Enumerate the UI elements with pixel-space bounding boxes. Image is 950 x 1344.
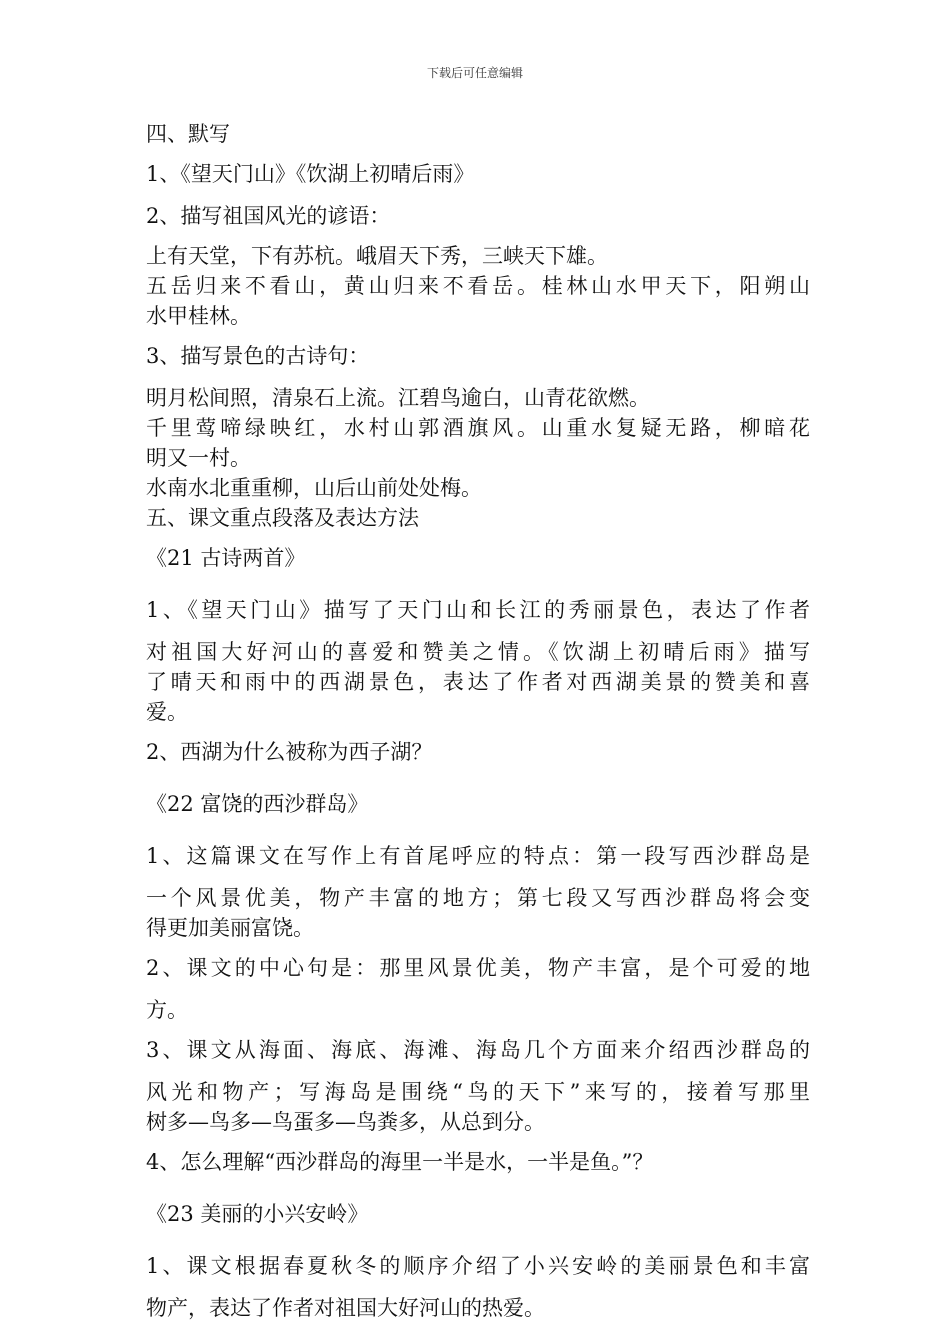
text-line: 明月松间照，清泉石上流。江碧鸟逾白，山青花欲燃。 (146, 386, 650, 410)
text-line: 树多—鸟多—鸟蛋多—鸟粪多，从总到分。 (146, 1110, 545, 1134)
text-line: 2、西湖为什么被称为西子湖？ (146, 740, 433, 764)
text-line: 上有天堂，下有苏杭。峨眉天下秀，三峡天下雄。 (146, 244, 608, 268)
text-line: 得更加美丽富饶。 (146, 916, 314, 940)
text-line: 水南水北重重柳，山后山前处处梅。 (146, 476, 482, 500)
text-line: 2、课文的中心句是：那里风景优美，物产丰富，是个可爱的地 (146, 956, 810, 980)
text-line: 3、课文从海面、海底、海滩、海岛几个方面来介绍西沙群岛的 (146, 1038, 810, 1062)
text-line: 1、《望天门山》《饮湖上初晴后雨》 (146, 162, 475, 186)
lesson-title: 《21 古诗两首》 (146, 546, 306, 570)
text-line: 千里莺啼绿映红，水村山郭酒旗风。山重水复疑无路，柳暗花 (146, 416, 810, 440)
text-line: 爱。 (146, 700, 188, 724)
text-line: 1、《望天门山》描写了天门山和长江的秀丽景色，表达了作者 (146, 598, 810, 622)
lesson-title: 《22 富饶的西沙群岛》 (146, 792, 369, 816)
section-heading-dictation: 四、默写 (146, 122, 230, 146)
text-line: 风光和物产；写海岛是围绕“鸟的天下”来写的，接着写那里 (146, 1080, 810, 1104)
page-header: 下载后可任意编辑 (426, 66, 523, 80)
text-line: 2、描写祖国风光的谚语： (146, 204, 391, 228)
text-line: 方。 (146, 998, 188, 1022)
text-line: 了晴天和雨中的西湖景色，表达了作者对西湖美景的赞美和喜 (146, 670, 810, 694)
text-line: 对祖国大好河山的喜爱和赞美之情。《饮湖上初晴后雨》描写 (146, 640, 810, 664)
text-line: 一个风景优美，物产丰富的地方；第七段又写西沙群岛将会变 (146, 886, 810, 910)
text-line: 3、描写景色的古诗句： (146, 344, 370, 368)
text-line: 4、怎么理解“西沙群岛的海里一半是水，一半是鱼。”？ (146, 1150, 654, 1174)
document-body (146, 118, 810, 1322)
text-line: 明又一村。 (146, 446, 251, 470)
text-line: 五岳归来不看山，黄山归来不看岳。桂林山水甲天下，阳朔山 (146, 274, 810, 298)
text-line: 1、课文根据春夏秋冬的顺序介绍了小兴安岭的美丽景色和丰富 (146, 1254, 810, 1278)
text-line: 物产，表达了作者对祖国大好河山的热爱。 (146, 1296, 545, 1320)
text-line: 水甲桂林。 (146, 304, 251, 328)
lesson-title: 《23 美丽的小兴安岭》 (146, 1202, 369, 1226)
text-line: 1、这篇课文在写作上有首尾呼应的特点：第一段写西沙群岛是 (146, 844, 810, 868)
section-heading-key-paragraphs: 五、课文重点段落及表达方法 (146, 506, 419, 530)
